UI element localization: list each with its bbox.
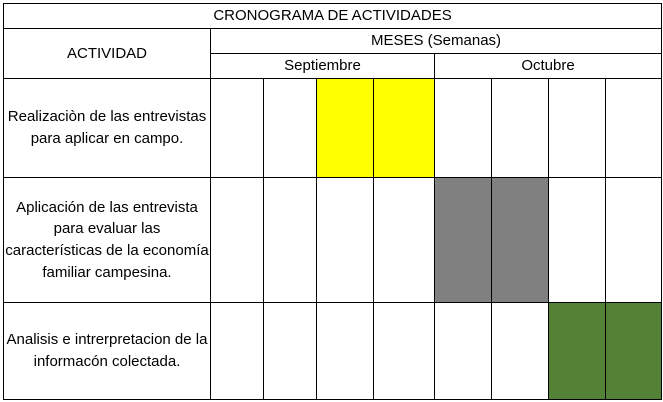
week-cell [211, 303, 264, 400]
month-october: Octubre [435, 54, 662, 79]
activity-row-3 [4, 303, 662, 400]
week-cell [549, 79, 606, 178]
week-cell [492, 303, 549, 400]
week-cell [264, 79, 317, 178]
schedule-table [3, 3, 662, 400]
week-cell-scheduled [492, 178, 549, 303]
week-cell-scheduled [317, 79, 374, 178]
activity-column-header: ACTIVIDAD [4, 29, 211, 79]
activity-label: Aplicación de las entrevista para evaluar las características de la economía familiar campesina. [4, 178, 211, 303]
week-cell-scheduled [374, 79, 435, 178]
activity-label: Analisis e intrerpretacion de la informacón colectada. [4, 303, 211, 400]
week-cell [549, 178, 606, 303]
week-cell [317, 303, 374, 400]
week-cell [492, 79, 549, 178]
activity-label: Realizaciòn de las entrevistas para aplicar en campo. [4, 79, 211, 178]
week-cell [606, 79, 662, 178]
month-september: Septiembre [211, 54, 435, 79]
week-cell [435, 79, 492, 178]
week-cell-scheduled [606, 303, 662, 400]
week-cell [606, 178, 662, 303]
activity-row-1 [4, 79, 662, 178]
week-cell-scheduled [549, 303, 606, 400]
activity-row-2 [4, 178, 662, 303]
week-cell [374, 178, 435, 303]
week-cell [211, 178, 264, 303]
months-header: MESES (Semanas) [211, 29, 662, 54]
week-cell [374, 303, 435, 400]
week-cell [264, 303, 317, 400]
week-cell [435, 303, 492, 400]
week-cell-scheduled [435, 178, 492, 303]
week-cell [317, 178, 374, 303]
week-cell [264, 178, 317, 303]
week-cell [211, 79, 264, 178]
schedule-title: CRONOGRAMA DE ACTIVIDADES [4, 4, 662, 29]
